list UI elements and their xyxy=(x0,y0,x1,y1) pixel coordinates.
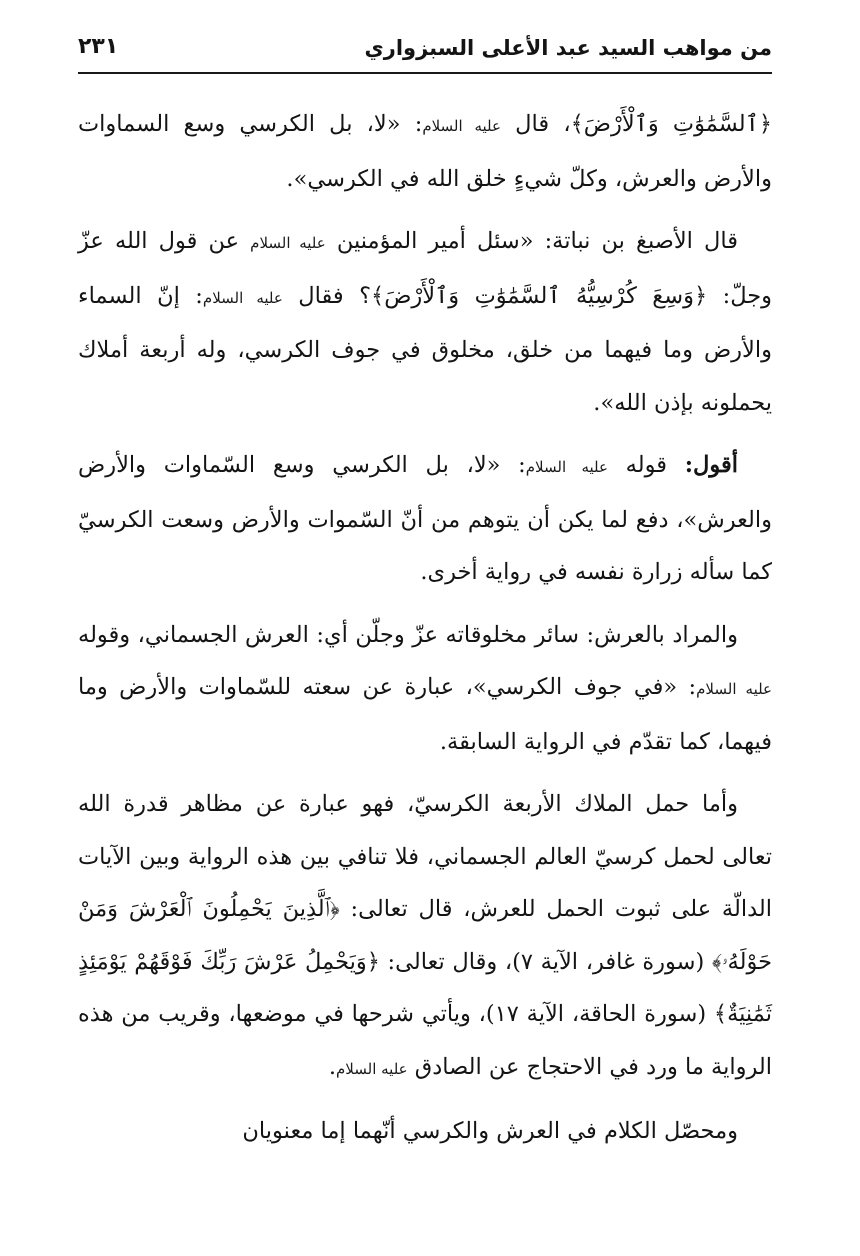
honorific: عليه السلام xyxy=(202,288,283,307)
text-segment: ﴿ٱلسَّمَٰوَٰتِ وَٱلْأَرْضَ﴾، قال xyxy=(500,111,773,137)
text-segment: وأما حمل الملاك الأربعة الكرسيّ، فهو عبارة عن مظاهر قدرة الله تعالى لحمل كرسيّ العالم الجسماني، فلا تنافي بين هذه الرواية وبين الآيات الدالّة على ثبوت الحمل للعرش، قال تعالى: ﴿ٱلَّذِينَ يَحْمِلُونَ ٱلْعَرْشَ وَمَنْ حَوْلَهُۥ﴾ (سورة غافر، الآية ٧)، وقال تعالى: ﴿وَيَحْمِلُ عَرْشَ رَبِّكَ فَوْقَهُمْ يَوْمَئِذٍ ثَمَٰنِيَةٌ﴾ (سورة الحاقة، الآية ١٧)، ويأتي شرحها في موضعها، وقريب من هذه الرواية ما ورد في الاحتجاج عن الصادق xyxy=(78,791,773,1080)
text-segment: : «لا، بل الكرسي وسع السماوات والأرض والعرش، وكلّ شيءٍ خلق الله في الكرسي». xyxy=(78,111,772,192)
text-segment: . xyxy=(328,1053,336,1080)
page-header xyxy=(78,30,772,74)
paragraph-p5 xyxy=(78,778,772,1095)
paragraph-p6 xyxy=(78,1105,772,1158)
text-segment: قال الأصبغ بن نباتة: «سئل أمير المؤمنين xyxy=(325,228,738,254)
honorific: عليه السلام xyxy=(422,117,501,135)
honorific: عليه السلام xyxy=(250,234,326,252)
paragraph-p4 xyxy=(78,609,772,769)
lead-word: أقول: xyxy=(684,452,739,478)
honorific: عليه السلام xyxy=(696,680,773,698)
text-segment: : «في جوف الكرسي»، عبارة عن سعته للسّماوات والأرض وما فيهما، كما تقدّم في الرواية السابقة. xyxy=(78,674,772,755)
body-text xyxy=(78,98,772,1168)
text-segment: : «لا، بل الكرسي وسع السّماوات والأرض والعرش»، دفع لما يكن أن يتوهم من أنّ السّموات والأرض وسعت الكرسيّ كما سأله زرارة نفسه في رواية أخرى. xyxy=(78,452,772,585)
text-segment: والمراد بالعرش: سائر مخلوقاته عزّ وجلّن أي: العرش الجسماني، وقوله xyxy=(78,621,738,648)
honorific: عليه السلام xyxy=(336,1059,408,1078)
paragraph-p1 xyxy=(78,98,772,205)
text-segment: عن قول الله عزّ وجلّ: ﴿وَسِعَ كُرْسِيُّهُ ٱلسَّمَٰوَٰتِ وَٱلْأَرْضَ﴾؟ فقال xyxy=(78,228,773,309)
text-segment: ومحصّل الكلام في العرش والكرسي أنّهما إما معنويان xyxy=(242,1118,738,1144)
honorific: عليه السلام xyxy=(525,458,608,476)
paragraph-p2 xyxy=(78,215,772,429)
text-segment: قوله xyxy=(607,452,685,478)
paragraph-p3 xyxy=(78,439,772,599)
page-number: ٢٣١ xyxy=(78,34,119,59)
running-title: من مواهب السيد عبد الأعلى السبزواري xyxy=(364,36,772,60)
text-segment: : إنّ السماء والأرض وما فيهما من خلق، مخلوق في جوف الكرسي، وله أربعة أملاك يحملونه بإذن الله». xyxy=(78,282,772,416)
